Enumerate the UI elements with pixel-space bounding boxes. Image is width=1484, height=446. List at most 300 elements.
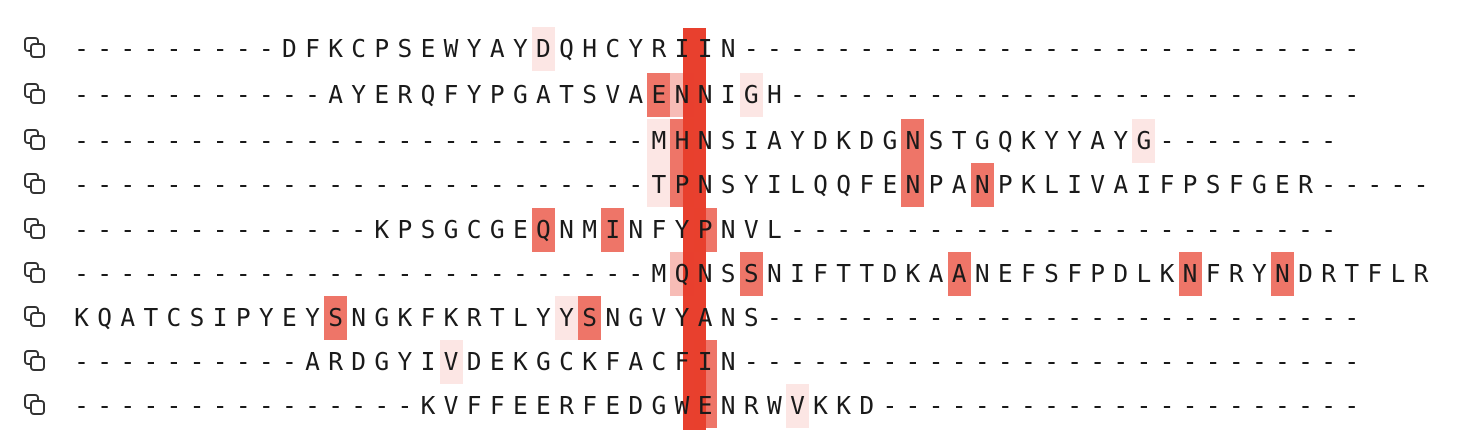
residue: Q	[813, 170, 828, 199]
gap: -	[1344, 170, 1360, 199]
gap: -	[559, 126, 574, 155]
gap: -	[1228, 34, 1244, 63]
gap: -	[859, 215, 875, 244]
gap: -	[189, 259, 205, 288]
sequence-row	[0, 296, 1484, 340]
gap: -	[1251, 215, 1267, 244]
gap: -	[1298, 80, 1313, 109]
residue: K	[374, 215, 390, 244]
residue: A	[328, 80, 343, 109]
gap: -	[1090, 391, 1106, 420]
residue: S	[743, 303, 759, 332]
gap: -	[1275, 215, 1290, 244]
copy-icon[interactable]	[22, 127, 48, 153]
gap: -	[951, 34, 967, 63]
gap: -	[1228, 391, 1244, 420]
gap: -	[1298, 303, 1313, 332]
residue: K	[582, 347, 597, 376]
gap: -	[166, 347, 182, 376]
residue: F	[1159, 170, 1175, 199]
residue: L	[1390, 259, 1406, 288]
gap: -	[143, 80, 159, 109]
residue: F	[674, 347, 690, 376]
gap: -	[1298, 215, 1313, 244]
residue: R	[651, 34, 667, 63]
gap: -	[305, 126, 320, 155]
gap: -	[882, 391, 898, 420]
gap: -	[74, 215, 89, 244]
gap: -	[928, 80, 944, 109]
gap: -	[1044, 80, 1059, 109]
residue: P	[1182, 170, 1198, 199]
gap: -	[166, 215, 182, 244]
gap: -	[1159, 80, 1175, 109]
gap: -	[1136, 34, 1152, 63]
gap: -	[282, 215, 297, 244]
gap: -	[1044, 303, 1059, 332]
residue: P	[397, 215, 413, 244]
gap: -	[1182, 303, 1198, 332]
gap: -	[420, 126, 436, 155]
gap: -	[1275, 34, 1290, 63]
residue: F	[1228, 170, 1244, 199]
copy-icon[interactable]	[22, 392, 48, 418]
residue: V	[786, 384, 809, 428]
gap: -	[1251, 347, 1267, 376]
gap: -	[1021, 347, 1036, 376]
residue: S	[740, 252, 763, 296]
residue: F	[859, 170, 875, 199]
residue: T	[859, 259, 875, 288]
residue: K	[813, 391, 828, 420]
gap: -	[466, 126, 482, 155]
residue: Q	[559, 34, 574, 63]
gap: -	[143, 215, 159, 244]
gap: -	[997, 80, 1013, 109]
copy-icon[interactable]	[22, 348, 48, 374]
residue: R	[743, 391, 759, 420]
residue: N	[697, 170, 713, 199]
gap: -	[258, 259, 274, 288]
residue: E	[489, 347, 505, 376]
gap: -	[74, 391, 89, 420]
residue: E	[1275, 170, 1290, 199]
residue: A	[697, 303, 713, 332]
gap: -	[74, 80, 89, 109]
gap: -	[512, 126, 528, 155]
residue: M	[647, 119, 670, 163]
gap: -	[859, 347, 875, 376]
residue: P	[489, 80, 505, 109]
gap: -	[305, 391, 320, 420]
gap: -	[766, 303, 782, 332]
gap: -	[466, 259, 482, 288]
gap: -	[928, 303, 944, 332]
residue: G	[1251, 170, 1267, 199]
gap: -	[905, 303, 921, 332]
residue: W	[766, 391, 782, 420]
gap: -	[1321, 303, 1336, 332]
residue: N	[971, 163, 994, 207]
residue: K	[512, 347, 528, 376]
residue: K	[1021, 170, 1036, 199]
residue: T	[1344, 259, 1360, 288]
residue: Y	[351, 80, 367, 109]
residue: G	[628, 303, 644, 332]
copy-icon[interactable]	[22, 216, 48, 242]
gap: -	[1067, 215, 1082, 244]
residue: N	[628, 215, 644, 244]
gap: -	[882, 215, 898, 244]
residue: D	[351, 347, 367, 376]
gap: -	[1021, 80, 1036, 109]
gap: -	[928, 347, 944, 376]
gap: -	[235, 391, 251, 420]
residue: P	[235, 303, 251, 332]
gap: -	[1090, 34, 1106, 63]
gap: -	[1021, 303, 1036, 332]
residue: G	[443, 215, 459, 244]
residue: N	[974, 259, 990, 288]
sequence	[70, 296, 1363, 340]
gap: -	[905, 80, 921, 109]
gap: -	[1321, 391, 1336, 420]
gap: -	[1205, 391, 1221, 420]
residue: Y	[790, 126, 805, 155]
gap: -	[1344, 303, 1360, 332]
gap: -	[951, 347, 967, 376]
residue: S	[397, 34, 413, 63]
residue: A	[1090, 126, 1106, 155]
gap: -	[905, 347, 921, 376]
residue: P	[928, 170, 944, 199]
gap: -	[166, 259, 182, 288]
residue: C	[166, 303, 182, 332]
gap: -	[74, 347, 89, 376]
residue: I	[212, 303, 228, 332]
gap: -	[189, 391, 205, 420]
residue: G	[536, 347, 551, 376]
residue: Y	[674, 303, 690, 332]
gap: -	[1136, 303, 1152, 332]
gap: -	[836, 347, 852, 376]
residue: G	[740, 73, 763, 117]
residue: Y	[1113, 126, 1129, 155]
gap: -	[974, 347, 990, 376]
gap: -	[628, 126, 644, 155]
sequence-row	[0, 384, 1484, 428]
gap: -	[813, 303, 828, 332]
residue: K	[443, 303, 459, 332]
gap: -	[420, 170, 436, 199]
gap: -	[1182, 215, 1198, 244]
sequence	[70, 27, 1363, 71]
residue: I	[601, 208, 624, 252]
gap: -	[120, 259, 136, 288]
gap: -	[1275, 303, 1290, 332]
residue: E	[997, 259, 1013, 288]
sequence	[70, 208, 1340, 252]
residue: Y	[674, 215, 690, 244]
residue: Y	[536, 303, 551, 332]
gap: -	[605, 126, 621, 155]
residue: I	[790, 259, 805, 288]
gap: -	[1275, 391, 1290, 420]
residue: L	[1136, 259, 1152, 288]
gap: -	[166, 34, 182, 63]
gap: -	[1182, 126, 1198, 155]
residue: I	[697, 34, 713, 63]
residue: I	[694, 340, 717, 384]
gap: -	[512, 259, 528, 288]
residue: E	[420, 34, 436, 63]
gap: -	[143, 34, 159, 63]
sequence	[70, 384, 1363, 428]
sequence-row	[0, 208, 1484, 252]
gap: -	[859, 34, 875, 63]
gap: -	[489, 170, 505, 199]
gap: -	[1067, 34, 1082, 63]
gap: -	[1344, 391, 1360, 420]
residue: S	[578, 296, 601, 340]
gap: -	[74, 170, 89, 199]
gap: -	[97, 259, 113, 288]
residue: F	[1067, 259, 1082, 288]
residue: G	[374, 303, 390, 332]
residue: C	[351, 34, 367, 63]
copy-icon[interactable]	[22, 260, 48, 286]
gap: -	[1067, 347, 1082, 376]
gap: -	[235, 126, 251, 155]
residue: Y	[555, 296, 578, 340]
gap: -	[143, 170, 159, 199]
gap: -	[1228, 303, 1244, 332]
gap: -	[328, 391, 343, 420]
residue: G	[374, 347, 390, 376]
gap: -	[1136, 391, 1152, 420]
gap: -	[1251, 391, 1267, 420]
residue: V	[651, 303, 667, 332]
gap: -	[374, 391, 390, 420]
residue: V	[605, 80, 621, 109]
residue: G	[882, 126, 898, 155]
gap: -	[351, 126, 367, 155]
residue: F	[466, 391, 482, 420]
gap: -	[905, 391, 921, 420]
copy-icon[interactable]	[22, 81, 48, 107]
gap: -	[120, 80, 136, 109]
residue: D	[882, 259, 898, 288]
gap: -	[1159, 215, 1175, 244]
residue: K	[397, 303, 413, 332]
gap: -	[328, 126, 343, 155]
residue: K	[836, 391, 852, 420]
residue: F	[1205, 259, 1221, 288]
gap: -	[1228, 215, 1244, 244]
residue: D	[859, 391, 875, 420]
gap: -	[166, 80, 182, 109]
gap: -	[1044, 34, 1059, 63]
residue: R	[1321, 259, 1336, 288]
gap: -	[1275, 80, 1290, 109]
gap: -	[282, 259, 297, 288]
residue: K	[74, 303, 89, 332]
gap: -	[1044, 391, 1059, 420]
gap: -	[166, 170, 182, 199]
residue: N	[1179, 252, 1202, 296]
gap: -	[143, 259, 159, 288]
gap: -	[258, 347, 274, 376]
gap: -	[790, 80, 805, 109]
gap: -	[813, 215, 828, 244]
gap: -	[1390, 170, 1406, 199]
gap: -	[1298, 126, 1313, 155]
residue: S	[582, 80, 597, 109]
gap: -	[1228, 126, 1244, 155]
gap: -	[351, 170, 367, 199]
gap: -	[97, 391, 113, 420]
gap: -	[836, 34, 852, 63]
residue: V	[443, 391, 459, 420]
residue: N	[720, 215, 736, 244]
gap: -	[282, 80, 297, 109]
gap: -	[74, 34, 89, 63]
residue: Q	[997, 126, 1013, 155]
gap: -	[882, 347, 898, 376]
residue: S	[324, 296, 347, 340]
gap: -	[1205, 347, 1221, 376]
gap: -	[951, 303, 967, 332]
residue: N	[720, 303, 736, 332]
gap: -	[258, 391, 274, 420]
gap: -	[1044, 347, 1059, 376]
gap: -	[1182, 347, 1198, 376]
gap: -	[582, 170, 597, 199]
residue: K	[1021, 126, 1036, 155]
gap: -	[282, 126, 297, 155]
gap: -	[882, 34, 898, 63]
residue: T	[559, 80, 574, 109]
gap: -	[120, 391, 136, 420]
gap: -	[1298, 34, 1313, 63]
residue: V	[743, 215, 759, 244]
sequence-row	[0, 340, 1484, 384]
residue: Q	[97, 303, 113, 332]
residue: Y	[397, 347, 413, 376]
gap: -	[489, 259, 505, 288]
residue: V	[1090, 170, 1106, 199]
gap: -	[235, 215, 251, 244]
residue: A	[120, 303, 136, 332]
gap: -	[628, 259, 644, 288]
sequence	[70, 163, 1433, 207]
gap: -	[905, 34, 921, 63]
gap: -	[974, 34, 990, 63]
gap: -	[1344, 34, 1360, 63]
gap: -	[1344, 347, 1360, 376]
gap: -	[258, 80, 274, 109]
gap: -	[212, 391, 228, 420]
gap: -	[212, 215, 228, 244]
gap: -	[1413, 170, 1429, 199]
gap: -	[328, 215, 343, 244]
gap: -	[212, 170, 228, 199]
sequence	[70, 73, 1363, 117]
residue: E	[512, 215, 528, 244]
gap: -	[143, 391, 159, 420]
gap: -	[235, 170, 251, 199]
gap: -	[120, 347, 136, 376]
residue: G	[489, 215, 505, 244]
gap: -	[1067, 303, 1082, 332]
residue: G	[512, 80, 528, 109]
residue: E	[647, 73, 670, 117]
residue: A	[628, 80, 644, 109]
gap: -	[1251, 80, 1267, 109]
residue: D	[532, 27, 555, 71]
gap: -	[536, 126, 551, 155]
gap: -	[997, 215, 1013, 244]
residue: N	[697, 80, 713, 109]
residue: Q	[420, 80, 436, 109]
residue: A	[928, 259, 944, 288]
residue: N	[720, 34, 736, 63]
residue: R	[1413, 259, 1429, 288]
residue: S	[928, 126, 944, 155]
residue: I	[743, 126, 759, 155]
copy-icon[interactable]	[22, 35, 48, 61]
gap: -	[743, 34, 759, 63]
residue: I	[1136, 170, 1152, 199]
residue: N	[720, 391, 736, 420]
gap: -	[536, 259, 551, 288]
residue: K	[836, 126, 852, 155]
residue: N	[605, 303, 621, 332]
gap: -	[212, 34, 228, 63]
gap: -	[536, 170, 551, 199]
residue: V	[440, 340, 463, 384]
residue: Y	[628, 34, 644, 63]
gap: -	[189, 347, 205, 376]
gap: -	[1228, 347, 1244, 376]
gap: -	[582, 259, 597, 288]
gap: -	[351, 215, 367, 244]
residue: A	[951, 170, 967, 199]
residue: D	[813, 126, 828, 155]
gap: -	[1090, 347, 1106, 376]
gap: -	[120, 126, 136, 155]
gap: -	[97, 34, 113, 63]
gap: -	[374, 259, 390, 288]
residue: A	[628, 347, 644, 376]
residue: F	[1367, 259, 1383, 288]
copy-icon[interactable]	[22, 304, 48, 330]
gap: -	[212, 347, 228, 376]
residue: N	[697, 126, 713, 155]
residue: F	[305, 34, 320, 63]
residue: S	[189, 303, 205, 332]
gap: -	[766, 34, 782, 63]
residue: N	[1271, 252, 1294, 296]
residue: N	[351, 303, 367, 332]
residue: D	[1298, 259, 1313, 288]
gap: -	[974, 391, 990, 420]
residue: G	[974, 126, 990, 155]
gap: -	[235, 34, 251, 63]
gap: -	[1228, 80, 1244, 109]
copy-icon[interactable]	[22, 171, 48, 197]
gap: -	[766, 347, 782, 376]
